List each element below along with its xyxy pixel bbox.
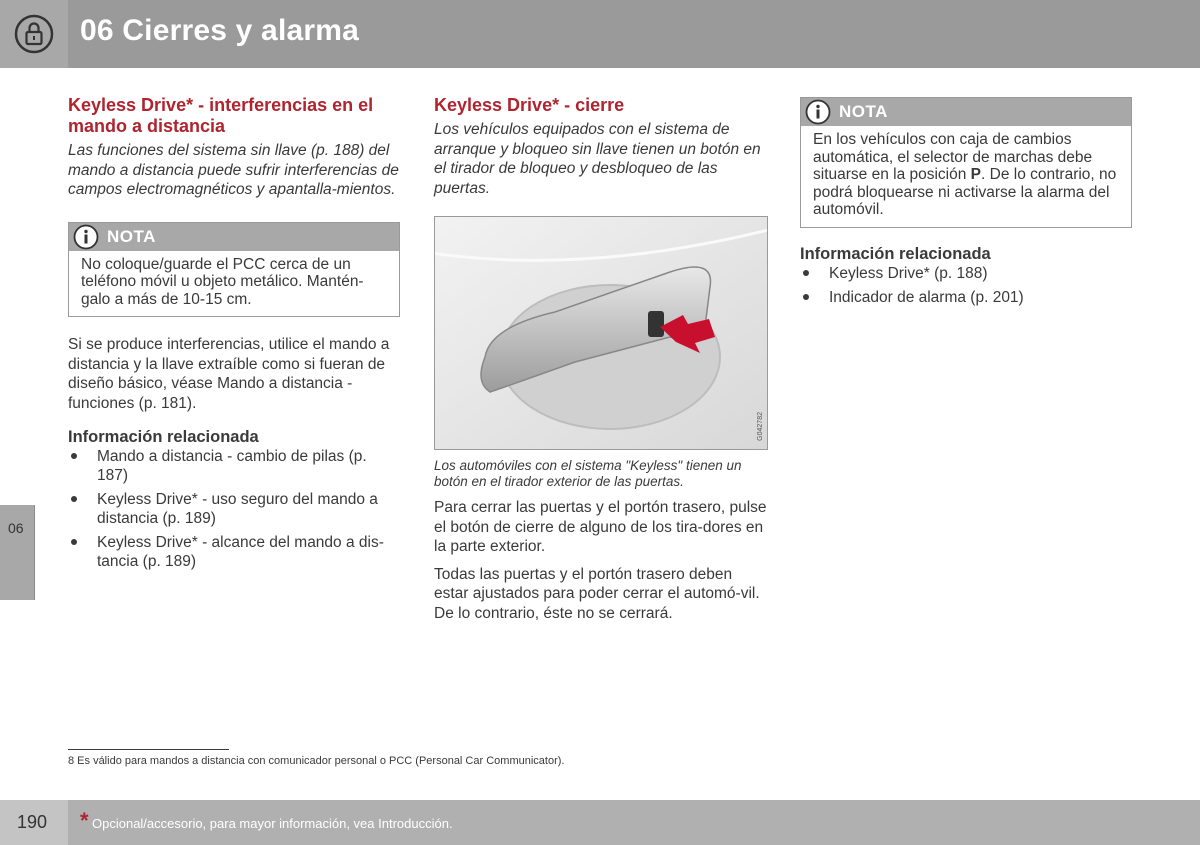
chapter-icon-box [0,0,68,68]
nota-text [801,126,1131,227]
footer-page-box [0,800,68,845]
section-title-interference: Keyless Drive* - interferencias en el mando a distancia [68,95,374,136]
gear-position-p: P [970,166,982,183]
related-info-title: Información relacionada [800,244,991,263]
footnote: 8 Es válido para mandos a distancia con comunicador personal o PCC (Personal Car Communicator). [68,755,565,767]
door-handle-figure [434,216,768,450]
nota-box [68,222,400,318]
chapter-side-tab [0,505,35,600]
figure-caption: Los automóviles con el sistema "Keyless" tienen un botón en el tirador exterior de las puertas. [434,458,742,489]
footnote-divider [68,749,229,750]
chapter-header [0,0,1200,68]
nota-box [800,97,1132,228]
section-intro: Las funciones del sistema sin llave (p. 188) del mando a distancia puede sufrir interferencias de campos electromagnéticos y apantalla-mientos. [68,142,399,198]
body-paragraph: Todas las puertas y el portón trasero deben estar ajustados para poder cerrar el automó-vil. De lo contrario, éste no se cerrará. [434,565,760,622]
nota-text-part: . De lo contrario, no podrá bloquearse ni activarse la alarma del automóvil. [813,166,1117,218]
nota-header [801,98,1131,126]
related-link-item[interactable]: Keyless Drive* (p. 188) [800,264,1132,283]
door-handle-illustration [435,217,767,449]
side-tab-label: 06 [8,520,24,536]
related-link-item[interactable]: Keyless Drive* - uso seguro del mando a distancia (p. 189) [68,490,400,528]
info-icon [805,99,831,125]
section-intro: Los vehículos equipados con el sistema de arranque y bloqueo sin llave tienen un botón en el tirador de bloqueo y desbloqueo de las puertas. [434,121,761,197]
column-2 [434,95,768,623]
nota-label: NOTA [839,102,888,121]
chapter-title: 06 Cierres y alarma [80,14,360,47]
body-paragraph: Si se produce interferencias, utilice el mando a distancia y la llave extraíble como si fueran de diseño básico, véase Mando a distancia - funciones (p. 181). [68,336,390,412]
related-info-title: Información relacionada [68,428,259,446]
nota-header [69,223,399,251]
info-icon [73,224,99,250]
body-paragraph: Para cerrar las puertas y el portón trasero, pulse el botón de cierre de alguno de los tira-dores en la parte exterior. [434,499,767,555]
related-link-item[interactable]: Indicador de alarma (p. 201) [800,288,1132,307]
related-link-item[interactable]: Mando a distancia - cambio de pilas (p. 187) [68,447,400,485]
section-title-lock: Keyless Drive* - cierre [434,95,625,115]
footer-note: Opcional/accesorio, para mayor información, vea Introducción. [92,816,453,831]
column-1 [68,95,400,576]
nota-label: NOTA [107,226,156,246]
page-number: 190 [17,812,48,832]
related-list [68,447,400,571]
page-footer [0,800,1200,845]
nota-text-part: En los vehículos con caja de cambios automática, el selector de marchas debe situarse en la posición [813,131,1093,183]
nota-text: No coloque/guarde el PCC cerca de un teléfono móvil u objeto metálico. Mantén-galo a más de 10-15 cm. [81,255,364,308]
figure-code: G042782 [757,412,764,441]
related-list [800,264,1132,307]
optional-star: * [80,808,89,833]
related-link-item[interactable]: Keyless Drive* - alcance del mando a dis-tancia (p. 189) [68,533,400,571]
column-3 [800,97,1132,312]
lock-icon [14,14,54,54]
